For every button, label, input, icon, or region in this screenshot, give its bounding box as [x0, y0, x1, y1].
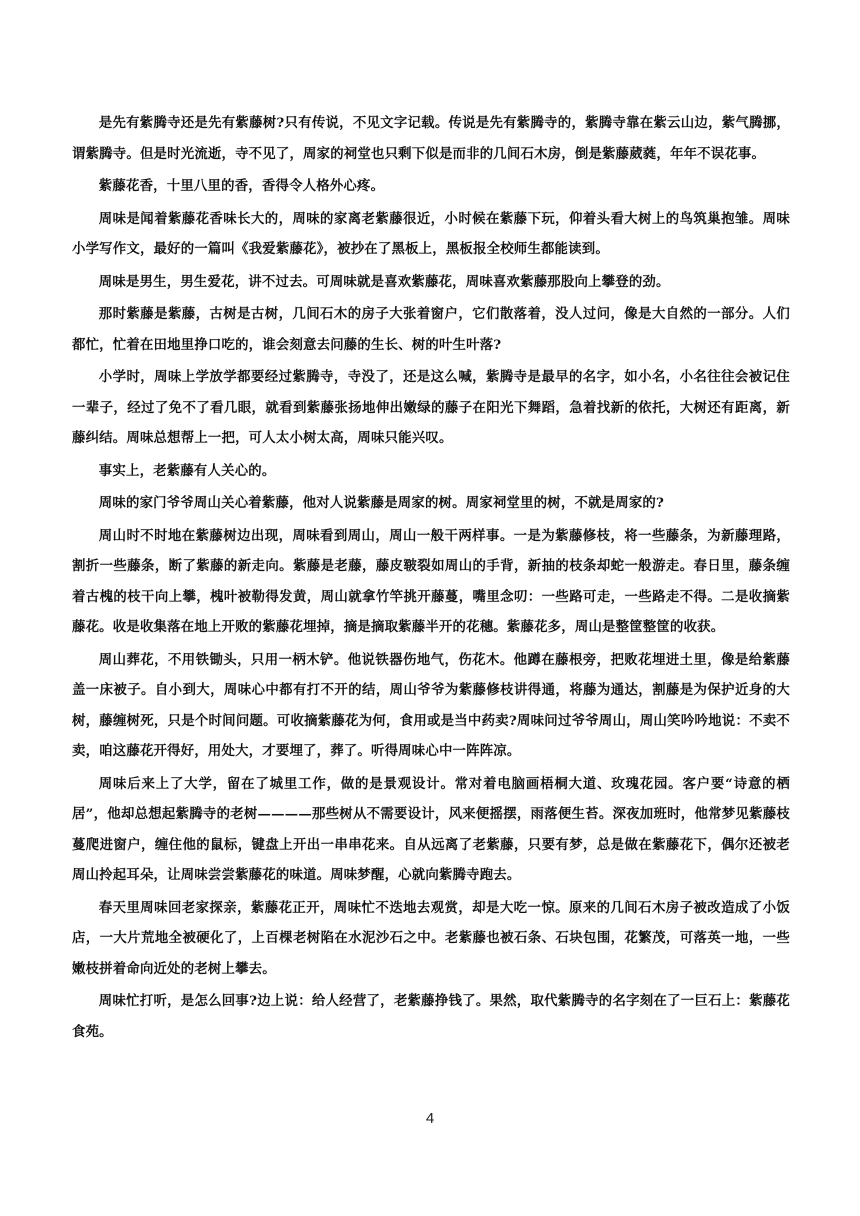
paragraph: 春天里周味回老家探亲，紫藤花正开，周味忙不迭地去观赏，却是大吃一惊。原来的几间石木房子被改造成了小饭店，一大片荒地全被硬化了，上百棵老树陷在水泥沙石之中。老紫藤也被石条、石块包围，花繁茂，可落英一地，一些嫩枝拼着命向近处的老树上攀去。	[72, 899, 790, 977]
page-number: 4	[425, 1110, 435, 1127]
paragraph: 周味忙打听，是怎么回事?边上说：给人经营了，老紫藤挣钱了。果然，取代紫腾寺的名字刻在了一巨石上：紫藤花食苑。	[72, 993, 790, 1040]
paragraph: 小学时，周味上学放学都要经过紫腾寺，寺没了，还是这么喊，紫腾寺是最早的名字，如小名，小名往往会被记住一辈子，经过了免不了看几眼，就看到紫藤张扬地伸出嫩绿的藤子在阳光下舞蹈，急着找新的依托，大树还有距离，新藤纠结。周味总想帮上一把，可人太小树太高，周味只能兴叹。	[72, 369, 790, 446]
paragraph: 周味的家门爷爷周山关心着紫藤，他对人说紫藤是周家的树。周家祠堂里的树，不就是周家的?	[98, 495, 665, 511]
paragraph: 是先有紫腾寺还是先有紫藤树?只有传说，不见文字记载。传说是先有紫腾寺的，紫腾寺靠在紫云山边，紫气腾挪，谓紫腾寺。但是时光流逝，寺不见了，周家的祠堂也只剩下似是而非的几间石木房，倒是紫藤葳蕤，年年不误花事。	[72, 115, 790, 162]
article-body	[72, 108, 790, 1049]
paragraph: 周味是男生，男生爱花，讲不过去。可周味就是喜欢紫藤花，周味喜欢紫藤那股向上攀登的劲。	[98, 273, 670, 290]
paragraph: 周山时不时地在紫藤树边出现，周味看到周山，周山一般干两样事。一是为紫藤修枝，将一些藤条，为新藤理路，割折一些藤条，断了紫藤的新走向。紫藤是老藤，藤皮皲裂如周山的手背，新抽的枝条却蛇一般游走。春日里，藤条缠着古槐的枝干向上攀，槐叶被勒得发黄，周山就拿竹竿挑开藤蔓，嘴里念叨：一些路可走，一些路走不得。二是收摘紫藤花。收是收集落在地上开败的紫藤花埋掉，摘是摘取紫藤半开的花穗。紫藤花多，周山是整筐整筐的收获。	[72, 527, 790, 635]
paragraph: 周味是闻着紫藤花香味长大的，周味的家离老紫藤很近，小时候在紫藤下玩，仰着头看大树上的鸟筑巢抱雏。周味小学写作文，最好的一篇叫《我爱紫藤花》，被抄在了黑板上，黑板报全校师生都能读到。	[72, 210, 790, 257]
paragraph: 事实上，老紫藤有人关心的。	[98, 462, 276, 479]
paragraph: 周味后来上了大学，留在了城里工作，做的是景观设计。常对着电脑画梧桐大道、玫瑰花园。客户要“诗意的栖居”，他却总想起紫腾寺的老树————那些树从不需要设计，风来便摇摆，雨落便生苔。深夜加班时，他常梦见紫藤枝蔓爬进窗户，缠住他的鼠标，键盘上开出一串串花来。自从远离了老紫藤，只要有梦，总是做在紫藤花下，偶尔还被老周山拎起耳朵，让周味尝尝紫藤花的味道。周味梦醒，心就向紫腾寺跑去。	[72, 775, 790, 883]
paragraph: 那时紫藤是紫藤，古树是古树，几间石木的房子大张着窗户，它们散落着，没人过问，像是大自然的一部分。人们都忙，忙着在田地里挣口吃的，谁会刻意去问藤的生长、树的叶生叶落?	[72, 306, 790, 353]
paragraph: 紫藤花香，十里八里的香，香得令人格外心疼。	[98, 178, 385, 194]
paragraph: 周山葬花，不用铁锄头，只用一柄木铲。他说铁器伤地气，伤花木。他蹲在藤根旁，把败花埋进土里，像是给紫藤盖一床被子。自小到大，周味心中都有打不开的结，周山爷爷为紫藤修枝讲得通，将藤为通达，割藤是为保护近身的大树，藤缠树死，只是个时间问题。可收摘紫藤花为何，食用或是当中药卖?周味问过爷爷周山，周山笑吟吟地说：不卖不卖，咱这藤花开得好，用处大，才要埋了，葬了。听得周味心中一阵阵凉。	[72, 651, 790, 759]
